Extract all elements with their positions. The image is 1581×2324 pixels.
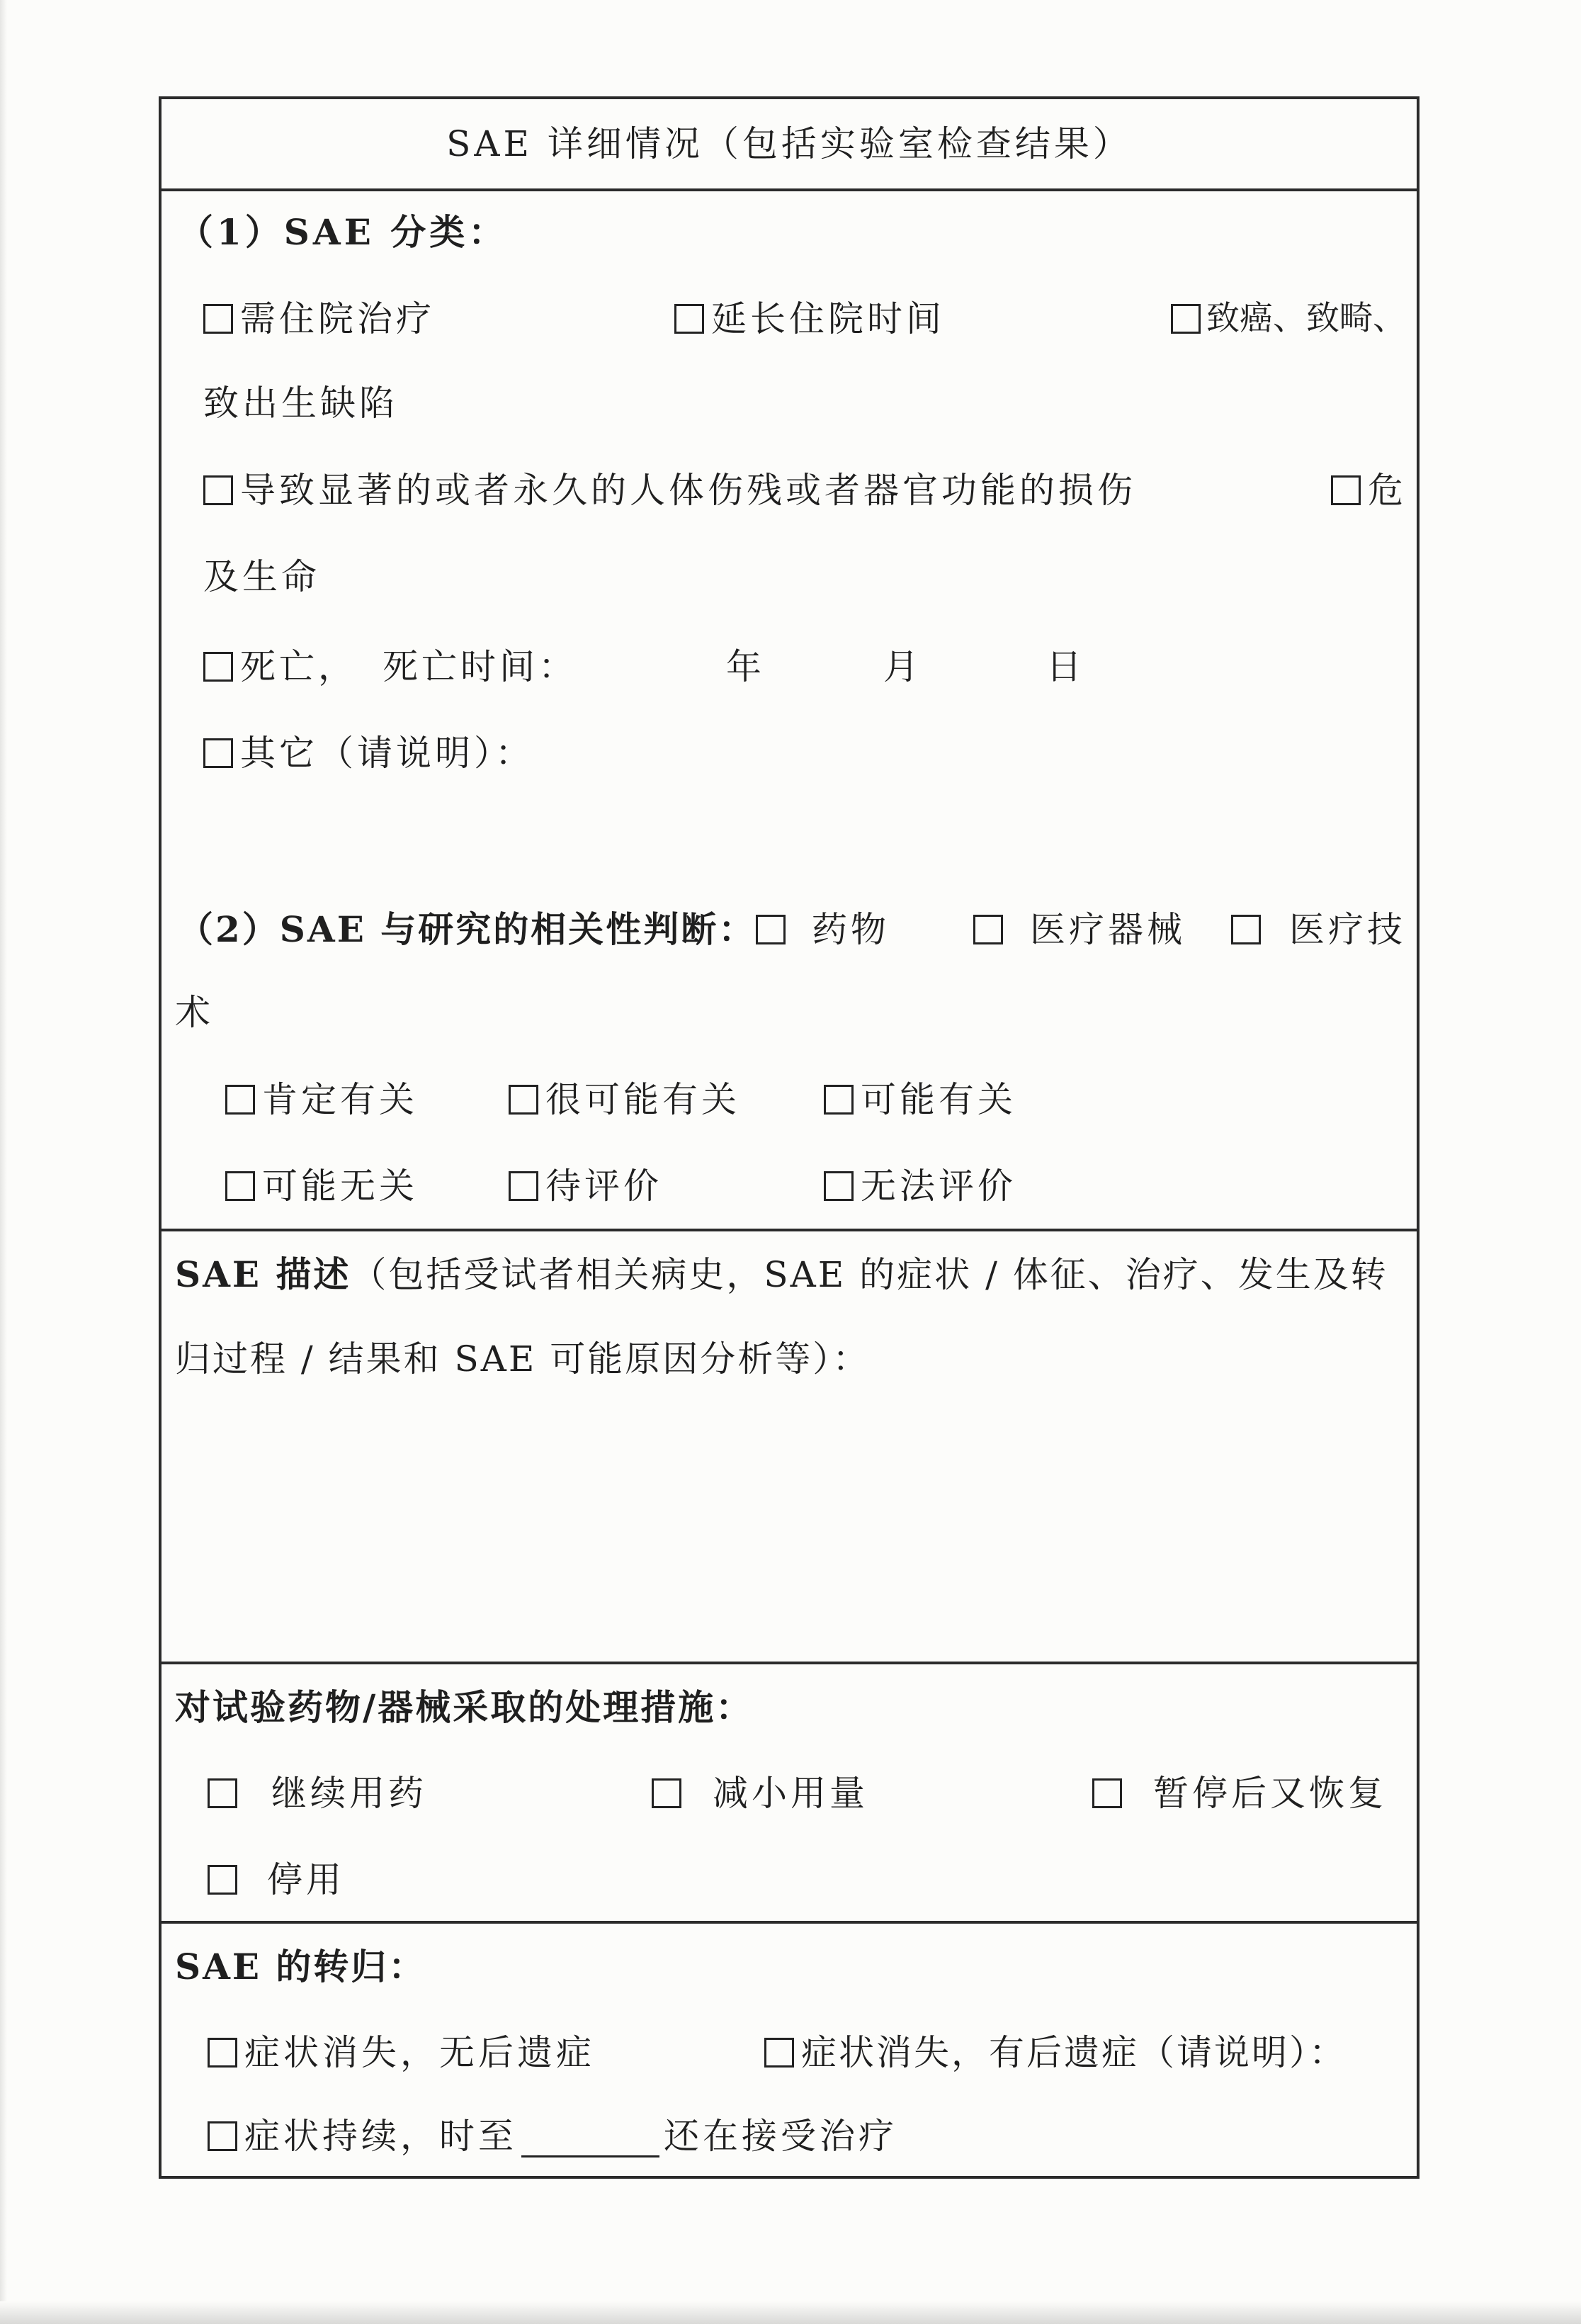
label-life-threatening-cont: 及生命 [203, 556, 320, 597]
outcome-heading: SAE 的转归： [175, 1946, 426, 1987]
checkbox-definitely-related[interactable] [225, 1085, 255, 1115]
checkbox-disability[interactable] [203, 475, 233, 505]
checkbox-drug[interactable] [756, 915, 786, 944]
label-year: 年 [726, 646, 765, 687]
description-line-1 [175, 1253, 1388, 1296]
label-very-likely-related: 很可能有关 [545, 1079, 740, 1120]
divider-measures [159, 1921, 1420, 1924]
label-unable-to-evaluate: 无法评价 [861, 1166, 1016, 1207]
label-other: 其它（请说明）： [240, 733, 534, 774]
label-persisting: 症状持续，时至 [244, 2116, 517, 2157]
label-resolved-no-sequelae: 症状消失，无后遗症 [244, 2032, 595, 2073]
label-continue-medication: 继续用药 [271, 1773, 427, 1814]
label-life-threatening: 危 [1368, 470, 1407, 511]
classification-heading: （1）SAE 分类： [178, 211, 508, 253]
label-day: 日 [1046, 646, 1085, 687]
checkbox-life-threatening[interactable] [1331, 475, 1361, 505]
label-pause-resume: 暂停后又恢复 [1153, 1773, 1387, 1814]
label-technique: 医疗技 [1289, 909, 1406, 950]
description-label: SAE 描述 [175, 1253, 351, 1295]
label-prolonged-hospitalization: 延长住院时间 [711, 298, 945, 339]
checkbox-technique[interactable] [1231, 915, 1261, 944]
checkbox-resolved-with-sequelae[interactable] [764, 2038, 794, 2068]
form-title: SAE 详细情况（包括实验室检查结果） [446, 123, 1132, 164]
relevance-heading: （2）SAE 与研究的相关性判断： [178, 908, 756, 950]
label-disability: 导致显著的或者永久的人体伤残或者器官功能的损伤 [240, 470, 1136, 511]
scan-shadow-left [0, 0, 7, 2324]
label-drug: 药物 [812, 909, 890, 950]
label-device: 医疗器械 [1030, 909, 1186, 950]
description-input-area[interactable] [170, 1389, 1410, 1651]
label-possibly-unrelated: 可能无关 [262, 1166, 418, 1207]
checkbox-possibly-related[interactable] [824, 1085, 854, 1115]
label-resolved-with-sequelae: 症状消失，有后遗症（请说明）： [801, 2032, 1347, 2073]
label-definitely-related: 肯定有关 [262, 1079, 418, 1120]
checkbox-unable-to-evaluate[interactable] [824, 1171, 854, 1201]
checkbox-reduce-dose[interactable] [652, 1778, 681, 1808]
divider-classification [159, 1229, 1420, 1231]
checkbox-carcinogenic[interactable] [1171, 304, 1201, 334]
checkbox-pause-resume[interactable] [1092, 1778, 1122, 1808]
label-death: 死亡， [240, 646, 357, 687]
checkbox-persisting[interactable] [208, 2121, 237, 2151]
persisting-date-blank[interactable] [521, 2155, 659, 2157]
checkbox-pending-evaluation[interactable] [509, 1171, 538, 1201]
checkbox-continue-medication[interactable] [208, 1778, 237, 1808]
checkbox-very-likely-related[interactable] [509, 1085, 538, 1115]
checkbox-discontinue[interactable] [208, 1865, 237, 1895]
divider-header [159, 188, 1420, 191]
label-pending-evaluation: 待评价 [545, 1166, 662, 1207]
description-text-1: （包括受试者相关病史，SAE 的症状 / 体征、治疗、发生及转 [351, 1254, 1388, 1295]
checkbox-death[interactable] [203, 652, 233, 682]
checkbox-possibly-unrelated[interactable] [225, 1171, 255, 1201]
checkbox-other[interactable] [203, 738, 233, 768]
checkbox-hospitalization[interactable] [203, 304, 233, 334]
label-possibly-related: 可能有关 [861, 1079, 1016, 1120]
label-discontinue: 停用 [267, 1859, 345, 1900]
label-reduce-dose: 减小用量 [713, 1773, 868, 1814]
label-death-time: 死亡时间： [382, 646, 577, 687]
label-persisting-cont: 还在接受治疗 [664, 2116, 897, 2157]
checkbox-device[interactable] [973, 915, 1003, 944]
measures-heading: 对试验药物/器械采取的处理措施： [175, 1686, 754, 1728]
label-month: 月 [883, 646, 922, 687]
checkbox-prolonged-hospitalization[interactable] [674, 304, 704, 334]
checkbox-resolved-no-sequelae[interactable] [208, 2038, 237, 2068]
scan-shadow-bottom [0, 2301, 1581, 2324]
label-hospitalization: 需住院治疗 [240, 298, 435, 339]
label-carcinogenic: 致癌、致畸、 [1206, 299, 1406, 338]
divider-description [159, 1662, 1420, 1664]
label-birth-defect: 致出生缺陷 [203, 383, 398, 424]
label-technique-cont: 术 [175, 992, 214, 1033]
description-line-2: 归过程 / 结果和 SAE 可能原因分析等）： [175, 1338, 871, 1380]
